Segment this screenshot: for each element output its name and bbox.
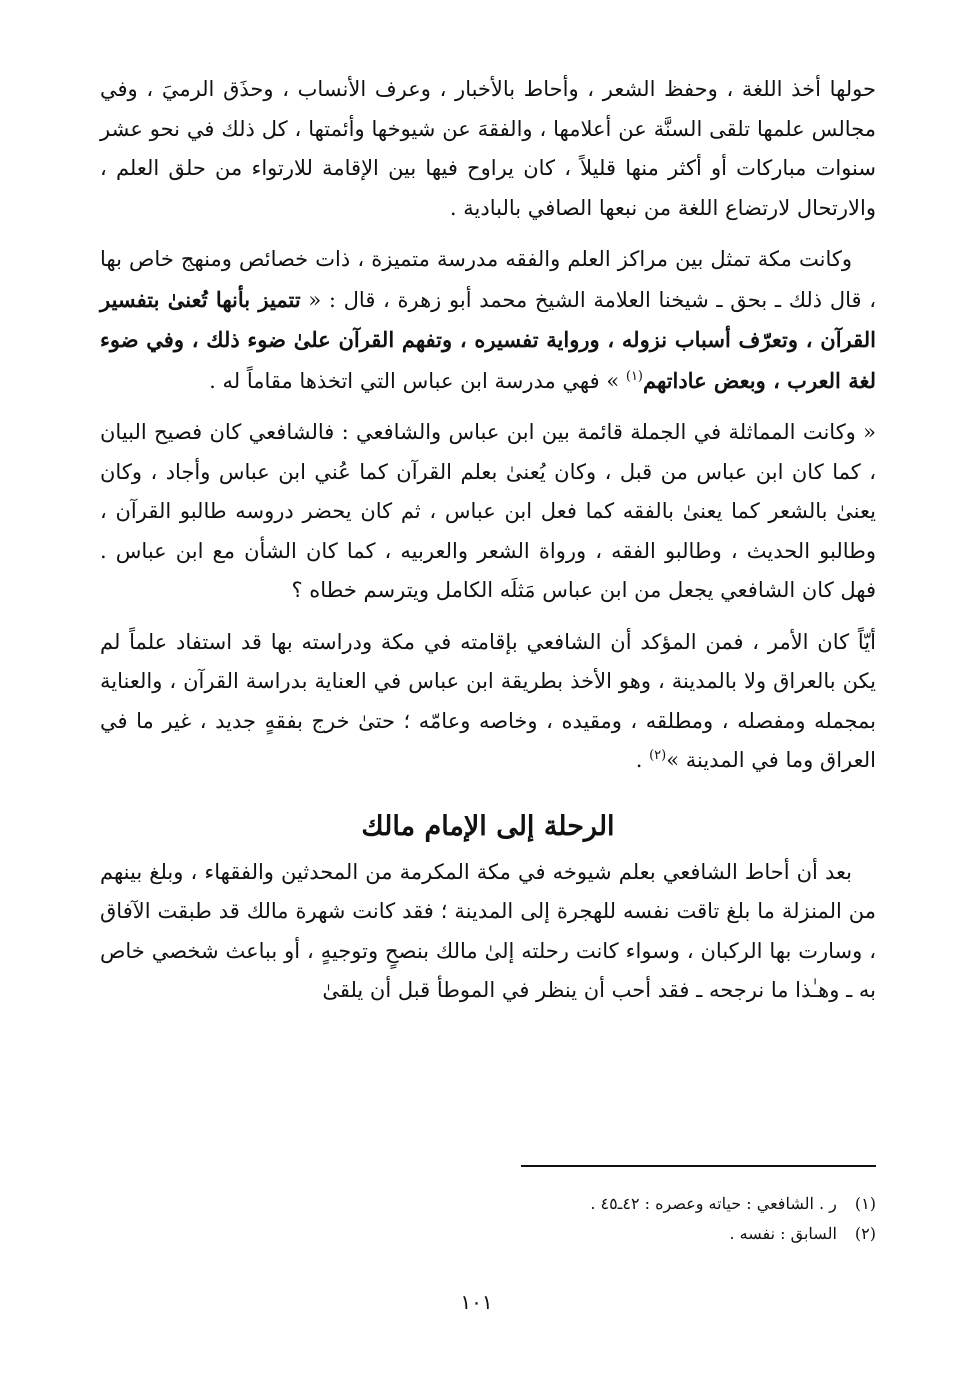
- paragraph-4-end: .: [635, 748, 650, 772]
- section-heading: الرحلة إلى الإمام مالك: [361, 810, 615, 842]
- footnote-1-text: ر . الشافعي : حياته وعصره : ٤٢ـ٤٥ .: [590, 1194, 837, 1213]
- footnote-2-text: السابق : نفسه .: [729, 1224, 837, 1243]
- footnote-ref-1[interactable]: (١): [625, 368, 643, 384]
- paragraph-5: [100, 853, 876, 1011]
- paragraph-2-start: وكانت مكة تمثل بين مراكز العلم والفقه مدرسة متميزة ، ذات خصائص ومنهج خاص بها ، قال ذلك ـ بحق ـ شيخنا العلامة الشيخ محمد أبو زهرة ، قال : «: [100, 247, 877, 312]
- footnote-1: [316, 1189, 876, 1219]
- paragraph-3: [100, 413, 876, 611]
- paragraph-2: [100, 240, 876, 401]
- page-body: [100, 70, 876, 1023]
- paragraph-3-text: « وكانت المماثلة في الجملة قائمة بين ابن عباس والشافعي : فالشافعي كان فصيح البيان ، كما كان ابن عباس من قبل ، وكان يُعنىٰ بعلم القرآن كما عُني ابن عباس وأجاد ، وكان يعنىٰ بالشعر كما يعنىٰ بالفقه كما فعل ابن عباس ، ثم كان يحضر دروسه طالبو القرآن ، وطالبو الحديث ، وطالبو الفقه ، ورواة الشعر والعربيه ، كما كان الشأن مع ابن عباس . فهل كان الشافعي يجعل من ابن عباس مَثلَه الكامل ويترسم خطاه ؟: [100, 420, 876, 602]
- paragraph-1-text: حولها أخذ اللغة ، وحفظ الشعر ، وأحاط بالأخبار ، وعرف الأنساب ، وحذَق الرميَ ، وفي مجالس علمها تلقى السنَّة عن أعلامها ، والفقهَ عن شيوخها وأئمتها ، كل ذلك في نحو عشر سنوات مباركات أو أكثر منها قليلاً ، كان يراوح فيها بين الإقامة للارتواء من حلق العلم ، والارتحال لارتضاع اللغة من نبعها الصافي بالبادية .: [100, 77, 876, 220]
- paragraph-4-text: أيّاً كان الأمر ، فمن المؤكد أن الشافعي بإقامته في مكة ودراسته بها قد استفاد علماً لم يكن بالعراق ولا بالمدينة ، وهو الأخذ بطريقة ابن عباس في العناية بدراسة القرآن ، والعناية بمجمله ومفصله ، ومطلقه ، ومقيده ، وخاصه وعامّه ؛ حتىٰ خرج بفقهٍ جديد ، غير ما في العراق وما في المدينة »: [100, 629, 876, 772]
- paragraph-5-text: بعد أن أحاط الشافعي بعلم شيوخه في مكة المكرمة من المحدثين والفقهاء ، وبلغ بينهم من المنزلة ما بلغ تاقت نفسه للهجرة إلى المدينة ؛ فقد كانت شهرة مالك قد طبقت الآفاق ، وسارت بها الركبان ، وسواء كانت رحلته إلىٰ مالك بنصحٍ وتوجيهٍ ، أو بباعث شخصي خاص به ـ وهـٰذا ما نرجحه ـ فقد أحب أن ينظر في الموطأ قبل أن يلقىٰ: [100, 859, 876, 1002]
- footnote-1-number: (١): [854, 1194, 876, 1213]
- page-number: ١٠١: [460, 1290, 493, 1314]
- footnote-2-number: (٢): [854, 1224, 876, 1243]
- paragraph-1: [100, 70, 876, 228]
- footnotes: [316, 1189, 876, 1249]
- paragraph-4: [100, 623, 876, 781]
- paragraph-2-quote: تتميز بأنها تُعنىٰ بتفسير القرآن ، وتعرّف أسباب نزوله ، ورواية تفسيره ، وتفهم القرآن علىٰ ضوء ذلك ، وفي ضوء لغة العرب ، وبعض عاداتهم: [100, 286, 876, 393]
- paragraph-2-end: » فهي مدرسة ابن عباس التي اتخذها مقاماً له .: [209, 368, 626, 393]
- footnote-divider: [521, 1165, 876, 1167]
- footnote-2: [316, 1219, 876, 1249]
- footnote-ref-2[interactable]: (٢): [649, 748, 667, 763]
